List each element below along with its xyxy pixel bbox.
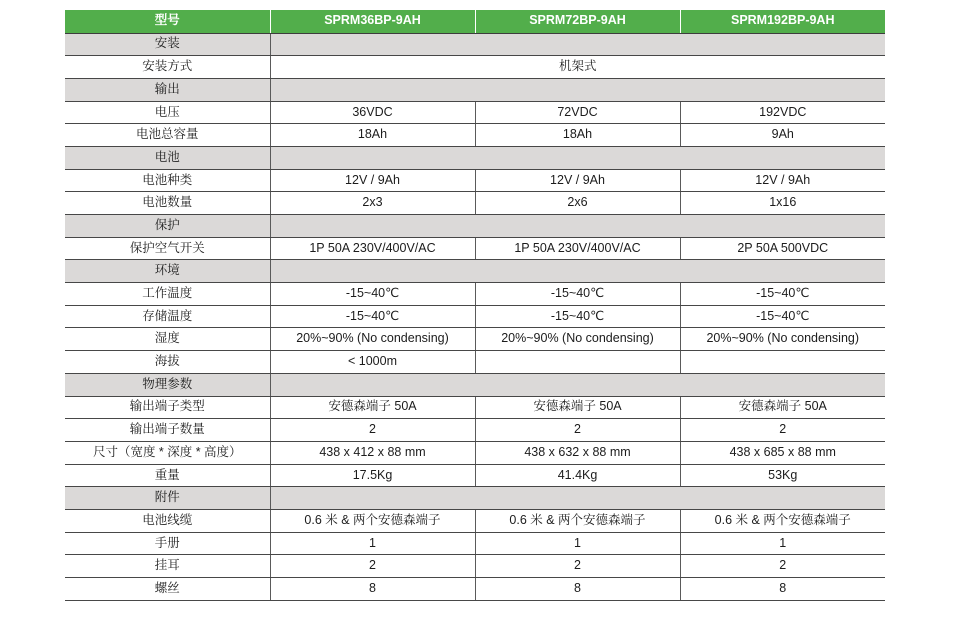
table-row	[65, 328, 885, 351]
row-value: < 1000m	[270, 351, 475, 374]
row-label: 存储温度	[65, 305, 270, 328]
row-value: 0.6 米 & 两个安德森端子	[475, 509, 680, 532]
row-value: 1P 50A 230V/400V/AC	[475, 237, 680, 260]
section-title: 环境	[65, 260, 270, 283]
header-row	[65, 10, 885, 33]
table-row	[65, 396, 885, 419]
row-value: 9Ah	[680, 124, 885, 147]
row-value: 438 x 412 x 88 mm	[270, 441, 475, 464]
row-value: 2	[270, 419, 475, 442]
row-value: 12V / 9Ah	[270, 169, 475, 192]
row-value: -15~40℃	[270, 305, 475, 328]
section-row	[65, 215, 885, 238]
row-value: 20%~90% (No condensing)	[270, 328, 475, 351]
row-value: 2	[270, 555, 475, 578]
section-row	[65, 78, 885, 101]
table-row	[65, 283, 885, 306]
section-row	[65, 33, 885, 56]
section-title: 保护	[65, 215, 270, 238]
row-value: 192VDC	[680, 101, 885, 124]
section-row	[65, 260, 885, 283]
section-row	[65, 487, 885, 510]
section-filler	[270, 78, 885, 101]
row-label: 重量	[65, 464, 270, 487]
row-value: 438 x 632 x 88 mm	[475, 441, 680, 464]
section-title: 输出	[65, 78, 270, 101]
row-value: 2	[680, 555, 885, 578]
table-row	[65, 578, 885, 601]
row-value: 安德森端子 50A	[475, 396, 680, 419]
row-value: 72VDC	[475, 101, 680, 124]
row-value: 0.6 米 & 两个安德森端子	[270, 509, 475, 532]
table-row	[65, 555, 885, 578]
row-value: -15~40℃	[680, 283, 885, 306]
section-row	[65, 373, 885, 396]
table-row	[65, 464, 885, 487]
row-label: 电池总容量	[65, 124, 270, 147]
spec-table-body	[65, 33, 885, 600]
row-label: 螺丝	[65, 578, 270, 601]
section-filler	[270, 373, 885, 396]
row-label: 尺寸（宽度 * 深度 * 高度）	[65, 441, 270, 464]
header-model-3: SPRM192BP-9AH	[680, 10, 885, 33]
row-value: 8	[475, 578, 680, 601]
table-row	[65, 441, 885, 464]
row-label: 挂耳	[65, 555, 270, 578]
row-value: -15~40℃	[680, 305, 885, 328]
row-value: 1	[680, 532, 885, 555]
row-value	[475, 351, 680, 374]
row-value: 12V / 9Ah	[680, 169, 885, 192]
section-title: 附件	[65, 487, 270, 510]
row-label: 电压	[65, 101, 270, 124]
row-label: 手册	[65, 532, 270, 555]
header-model-2: SPRM72BP-9AH	[475, 10, 680, 33]
row-value: 1	[270, 532, 475, 555]
section-title: 电池	[65, 146, 270, 169]
row-value	[680, 351, 885, 374]
row-label: 保护空气开关	[65, 237, 270, 260]
table-row	[65, 351, 885, 374]
row-value: 2x6	[475, 192, 680, 215]
section-filler	[270, 33, 885, 56]
table-row	[65, 56, 885, 79]
row-value: 8	[270, 578, 475, 601]
row-value: 18Ah	[475, 124, 680, 147]
row-value: 2P 50A 500VDC	[680, 237, 885, 260]
row-value: 0.6 米 & 两个安德森端子	[680, 509, 885, 532]
section-filler	[270, 215, 885, 238]
table-row	[65, 124, 885, 147]
table-row	[65, 237, 885, 260]
row-label: 工作温度	[65, 283, 270, 306]
row-value: -15~40℃	[475, 283, 680, 306]
header-model-1: SPRM36BP-9AH	[270, 10, 475, 33]
row-value: 438 x 685 x 88 mm	[680, 441, 885, 464]
row-value: 1	[475, 532, 680, 555]
row-label: 输出端子数量	[65, 419, 270, 442]
row-value: 18Ah	[270, 124, 475, 147]
row-value: 20%~90% (No condensing)	[475, 328, 680, 351]
row-value: -15~40℃	[270, 283, 475, 306]
row-value-merged: 机架式	[270, 56, 885, 79]
row-label: 海拔	[65, 351, 270, 374]
row-value: 53Kg	[680, 464, 885, 487]
table-row	[65, 419, 885, 442]
table-row	[65, 305, 885, 328]
section-title: 物理参数	[65, 373, 270, 396]
row-value: 20%~90% (No condensing)	[680, 328, 885, 351]
row-value: -15~40℃	[475, 305, 680, 328]
row-value: 41.4Kg	[475, 464, 680, 487]
row-label: 湿度	[65, 328, 270, 351]
row-value: 17.5Kg	[270, 464, 475, 487]
header-model-label: 型号	[65, 10, 270, 33]
row-value: 2	[475, 555, 680, 578]
section-filler	[270, 146, 885, 169]
spec-table-header	[65, 10, 885, 33]
section-row	[65, 146, 885, 169]
row-label: 输出端子类型	[65, 396, 270, 419]
row-value: 12V / 9Ah	[475, 169, 680, 192]
row-value: 2x3	[270, 192, 475, 215]
row-value: 1x16	[680, 192, 885, 215]
table-row	[65, 169, 885, 192]
table-row	[65, 532, 885, 555]
row-label: 电池线缆	[65, 509, 270, 532]
row-value: 1P 50A 230V/400V/AC	[270, 237, 475, 260]
section-title: 安装	[65, 33, 270, 56]
section-filler	[270, 487, 885, 510]
table-row	[65, 509, 885, 532]
row-value: 安德森端子 50A	[270, 396, 475, 419]
row-value: 36VDC	[270, 101, 475, 124]
spec-table	[65, 10, 885, 601]
row-value: 安德森端子 50A	[680, 396, 885, 419]
row-label: 电池数量	[65, 192, 270, 215]
table-row	[65, 101, 885, 124]
row-value: 2	[475, 419, 680, 442]
row-label: 电池种类	[65, 169, 270, 192]
table-row	[65, 192, 885, 215]
row-value: 2	[680, 419, 885, 442]
row-label: 安装方式	[65, 56, 270, 79]
row-value: 8	[680, 578, 885, 601]
section-filler	[270, 260, 885, 283]
